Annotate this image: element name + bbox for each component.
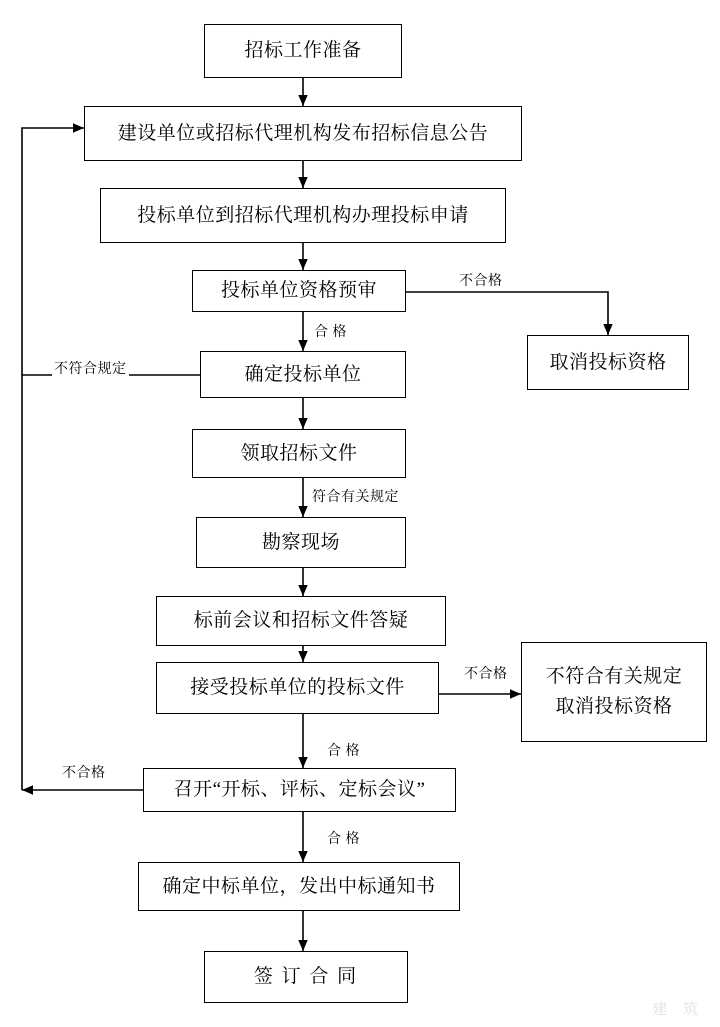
node-pre-bid-meeting[interactable]: 标前会议和招标文件答疑 [156, 596, 446, 646]
watermark: 建 筑 [652, 1002, 704, 1018]
node-open-evaluate-meeting[interactable]: 召开“开标、评标、定标会议” [143, 768, 456, 812]
edge-label-unqualified-documents: 不合格 [462, 663, 510, 683]
node-confirm-bidders[interactable]: 确定投标单位 [200, 351, 406, 398]
node-noncompliant-cancel[interactable] [521, 642, 707, 742]
node-determine-winner[interactable]: 确定中标单位，发出中标通知书 [138, 862, 460, 911]
node-publish-announcement[interactable]: 建设单位或招标代理机构发布招标信息公告 [84, 106, 522, 161]
node-noncompliant-cancel-line1: 不符合有关规定 [545, 666, 683, 688]
node-prequalification[interactable]: 投标单位资格预审 [192, 270, 406, 312]
edge-label-qualified-documents: 合 格 [325, 740, 362, 760]
edge-label-qualified-prequalification: 合 格 [312, 321, 349, 341]
node-sign-contract[interactable]: 签 订 合 同 [204, 951, 408, 1003]
node-collect-documents[interactable]: 领取招标文件 [192, 429, 406, 478]
node-site-survey[interactable]: 勘察现场 [196, 517, 406, 568]
edge-label-qualified-meeting: 合 格 [325, 828, 362, 848]
node-noncompliant-cancel-line2: 取消投标资格 [555, 696, 673, 717]
node-bid-application[interactable]: 投标单位到招标代理机构办理投标申请 [100, 188, 506, 243]
node-receive-bid-documents[interactable]: 接受投标单位的投标文件 [156, 662, 439, 714]
edge-label-unqualified-meeting: 不合格 [60, 762, 108, 782]
edge-label-not-meeting-rules: 不符合规定 [52, 358, 129, 378]
edge-label-unqualified-prequalification: 不合格 [457, 270, 505, 290]
edge-label-meets-rules: 符合有关规定 [310, 486, 401, 506]
node-cancel-qualification-top[interactable]: 取消投标资格 [527, 335, 689, 390]
node-bid-preparation[interactable]: 招标工作准备 [204, 24, 402, 78]
